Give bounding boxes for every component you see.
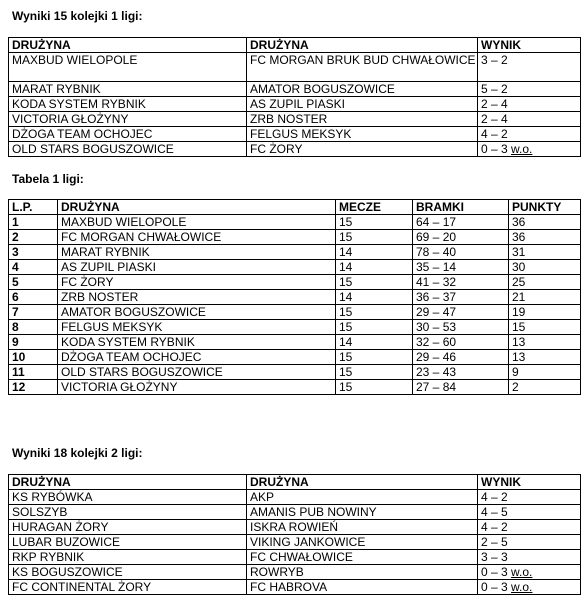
score-value: 0 – 3 [481, 580, 508, 594]
walkover-note: w.o. [511, 580, 533, 594]
away-team-cell: AKP [247, 490, 478, 505]
column-header: DRUŻYNA [247, 38, 478, 53]
score-cell [478, 112, 581, 127]
score-cell [478, 550, 581, 565]
away-team-cell: AMANIS PUB NOWINY [247, 505, 478, 520]
score-value: 4 – 2 [481, 520, 508, 534]
position-cell: 5 [9, 275, 58, 290]
table-row [9, 535, 581, 550]
column-header: WYNIK [478, 38, 581, 53]
home-team-cell: HURAGAN ŻORY [9, 520, 247, 535]
position-cell: 9 [9, 335, 58, 350]
table-header-row [9, 475, 581, 490]
table-row [9, 565, 581, 580]
goals-cell: 69 – 20 [413, 230, 509, 245]
team-cell: DŻOGA TEAM OCHOJEC [58, 350, 336, 365]
section1-title: Wyniki 15 kolejki 1 ligi: [12, 9, 143, 23]
away-team-cell: AMATOR BOGUSZOWICE [247, 82, 478, 97]
table-row [9, 335, 581, 350]
away-team-cell: FC ŻORY [247, 142, 478, 157]
table-row [9, 127, 581, 142]
team-cell: KODA SYSTEM RYBNIK [58, 335, 336, 350]
column-header: DRUŻYNA [58, 200, 336, 215]
table-row [9, 305, 581, 320]
table-row [9, 290, 581, 305]
position-cell: 11 [9, 365, 58, 380]
home-team-cell: FC CONTINENTAL ŻORY [9, 580, 247, 595]
position-cell: 1 [9, 215, 58, 230]
table-row [9, 520, 581, 535]
goals-cell: 36 – 37 [413, 290, 509, 305]
score-value: 2 – 4 [481, 97, 508, 111]
column-header: WYNIK [478, 475, 581, 490]
table-row [9, 82, 581, 97]
score-cell [478, 97, 581, 112]
score-cell [478, 53, 581, 82]
walkover-note: w.o. [511, 565, 533, 579]
points-cell: 15 [509, 320, 581, 335]
goals-cell: 29 – 46 [413, 350, 509, 365]
matches-cell: 15 [336, 350, 413, 365]
team-cell: FC MORGAN CHWAŁOWICE [58, 230, 336, 245]
column-header: MECZE [336, 200, 413, 215]
score-value: 3 – 2 [481, 53, 508, 67]
away-team-cell: VIKING JANKOWICE [247, 535, 478, 550]
home-team-cell: MARAT RYBNIK [9, 82, 247, 97]
away-team-cell: FC CHWAŁOWICE [247, 550, 478, 565]
position-cell: 3 [9, 245, 58, 260]
points-cell: 21 [509, 290, 581, 305]
home-team-cell: DŻOGA TEAM OCHOJEC [9, 127, 247, 142]
score-cell [478, 82, 581, 97]
matches-cell: 14 [336, 335, 413, 350]
goals-cell: 64 – 17 [413, 215, 509, 230]
matches-cell: 15 [336, 275, 413, 290]
standings-table-league1 [8, 199, 581, 395]
table-row [9, 142, 581, 157]
position-cell: 10 [9, 350, 58, 365]
table-row [9, 490, 581, 505]
table-header-row [9, 38, 581, 53]
goals-cell: 29 – 47 [413, 305, 509, 320]
matches-cell: 14 [336, 260, 413, 275]
points-cell: 19 [509, 305, 581, 320]
score-value: 2 – 4 [481, 112, 508, 126]
position-cell: 2 [9, 230, 58, 245]
score-cell [478, 565, 581, 580]
table-row [9, 580, 581, 595]
score-value: 3 – 3 [481, 550, 508, 564]
home-team-cell: OLD STARS BOGUSZOWICE [9, 142, 247, 157]
goals-cell: 23 – 43 [413, 365, 509, 380]
score-cell [478, 127, 581, 142]
team-cell: MAXBUD WIELOPOLE [58, 215, 336, 230]
team-cell: AS ZUPIL PIASKI [58, 260, 336, 275]
score-cell [478, 490, 581, 505]
team-cell: MARAT RYBNIK [58, 245, 336, 260]
column-header: DRUŻYNA [9, 475, 247, 490]
home-team-cell: MAXBUD WIELOPOLE [9, 53, 247, 82]
column-header: PUNKTY [509, 200, 581, 215]
score-cell [478, 142, 581, 157]
matches-cell: 14 [336, 290, 413, 305]
points-cell: 36 [509, 230, 581, 245]
matches-cell: 14 [336, 245, 413, 260]
score-cell [478, 535, 581, 550]
table-row [9, 215, 581, 230]
position-cell: 4 [9, 260, 58, 275]
walkover-note: w.o. [511, 142, 533, 156]
section3-title: Wyniki 18 kolejki 2 ligi: [12, 446, 143, 460]
home-team-cell: KS RYBÓWKA [9, 490, 247, 505]
results-table-league1 [8, 37, 581, 157]
table-row [9, 260, 581, 275]
points-cell: 25 [509, 275, 581, 290]
column-header: DRUŻYNA [247, 475, 478, 490]
team-cell: FC ŻORY [58, 275, 336, 290]
position-cell: 6 [9, 290, 58, 305]
away-team-cell: FELGUS MEKSYK [247, 127, 478, 142]
goals-cell: 27 – 84 [413, 380, 509, 395]
score-cell [478, 520, 581, 535]
score-value: 0 – 3 [481, 142, 508, 156]
score-value: 2 – 5 [481, 535, 508, 549]
score-value: 4 – 2 [481, 490, 508, 504]
matches-cell: 15 [336, 365, 413, 380]
score-value: 5 – 2 [481, 82, 508, 96]
away-team-cell: ZRB NOSTER [247, 112, 478, 127]
table-row [9, 275, 581, 290]
away-team-cell: FC HABROVA [247, 580, 478, 595]
team-cell: VICTORIA GŁOŻYNY [58, 380, 336, 395]
score-cell [478, 505, 581, 520]
table-row [9, 245, 581, 260]
points-cell: 13 [509, 350, 581, 365]
score-value: 4 – 5 [481, 505, 508, 519]
table-row [9, 320, 581, 335]
away-team-cell: ISKRA ROWIEŃ [247, 520, 478, 535]
column-header: DRUŻYNA [9, 38, 247, 53]
results-table-league2 [8, 474, 581, 595]
score-cell [478, 580, 581, 595]
goals-cell: 41 – 32 [413, 275, 509, 290]
away-team-cell: FC MORGAN BRUK BUD CHWAŁOWICE [247, 53, 478, 82]
points-cell: 9 [509, 365, 581, 380]
table-row [9, 53, 581, 82]
goals-cell: 78 – 40 [413, 245, 509, 260]
home-team-cell: LUBAR BUZOWICE [9, 535, 247, 550]
column-header: L.P. [9, 200, 58, 215]
team-cell: FELGUS MEKSYK [58, 320, 336, 335]
home-team-cell: SOLSZYB [9, 505, 247, 520]
position-cell: 8 [9, 320, 58, 335]
goals-cell: 32 – 60 [413, 335, 509, 350]
position-cell: 7 [9, 305, 58, 320]
points-cell: 36 [509, 215, 581, 230]
home-team-cell: KODA SYSTEM RYBNIK [9, 97, 247, 112]
points-cell: 31 [509, 245, 581, 260]
team-cell: AMATOR BOGUSZOWICE [58, 305, 336, 320]
table-row [9, 112, 581, 127]
matches-cell: 15 [336, 380, 413, 395]
goals-cell: 30 – 53 [413, 320, 509, 335]
table-row [9, 230, 581, 245]
table-row [9, 505, 581, 520]
goals-cell: 35 – 14 [413, 260, 509, 275]
score-value: 4 – 2 [481, 127, 508, 141]
team-cell: ZRB NOSTER [58, 290, 336, 305]
matches-cell: 15 [336, 230, 413, 245]
home-team-cell: VICTORIA GŁOŻYNY [9, 112, 247, 127]
table-row [9, 365, 581, 380]
points-cell: 13 [509, 335, 581, 350]
table-header-row [9, 200, 581, 215]
table-row [9, 380, 581, 395]
table-row [9, 350, 581, 365]
points-cell: 2 [509, 380, 581, 395]
away-team-cell: ROWRYB [247, 565, 478, 580]
section2-title: Tabela 1 ligi: [12, 172, 84, 186]
home-team-cell: RKP RYBNIK [9, 550, 247, 565]
score-value: 0 – 3 [481, 565, 508, 579]
matches-cell: 15 [336, 215, 413, 230]
column-header: BRAMKI [413, 200, 509, 215]
away-team-cell: AS ZUPIL PIASKI [247, 97, 478, 112]
table-row [9, 97, 581, 112]
points-cell: 30 [509, 260, 581, 275]
team-cell: OLD STARS BOGUSZOWICE [58, 365, 336, 380]
position-cell: 12 [9, 380, 58, 395]
table-row [9, 550, 581, 565]
matches-cell: 15 [336, 320, 413, 335]
matches-cell: 15 [336, 305, 413, 320]
home-team-cell: KS BOGUSZOWICE [9, 565, 247, 580]
